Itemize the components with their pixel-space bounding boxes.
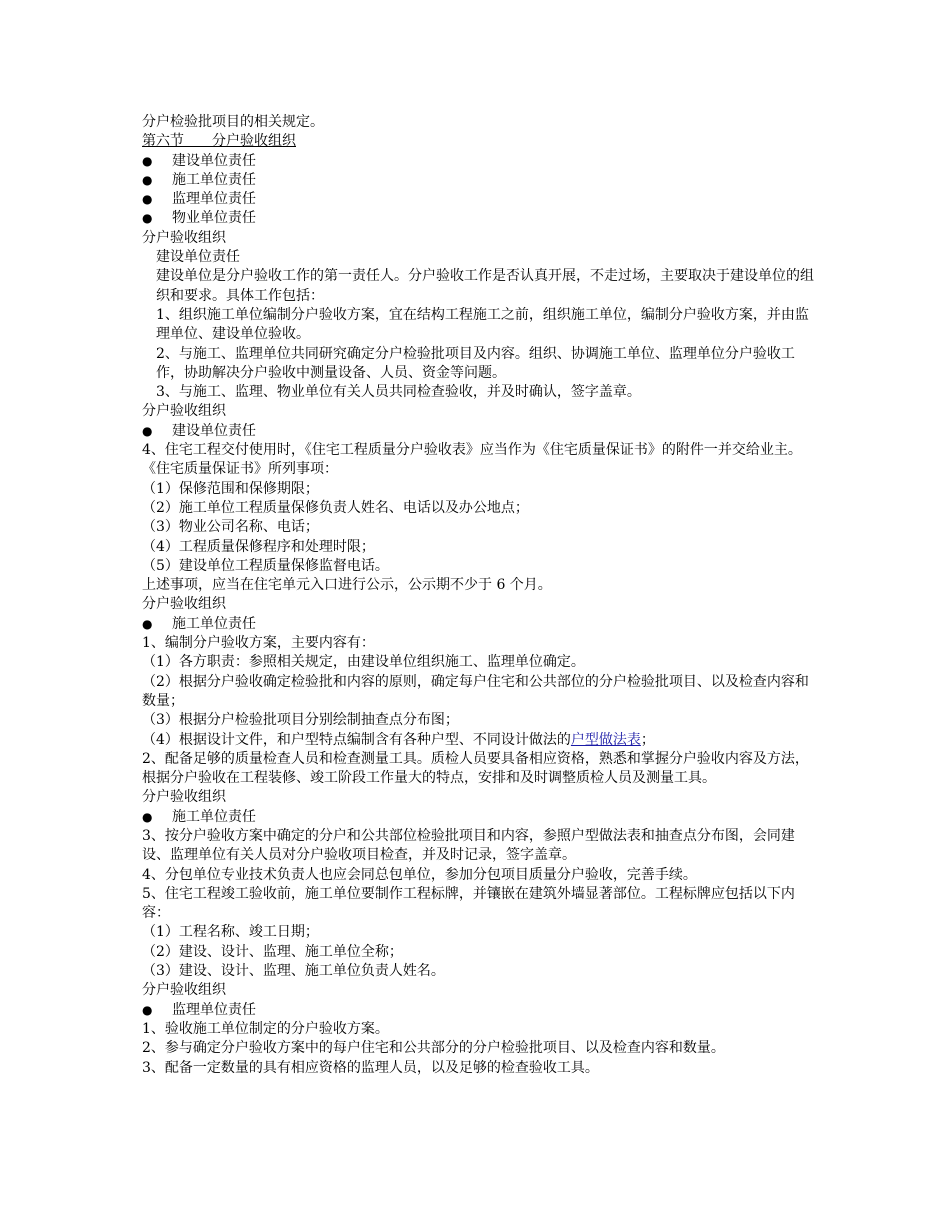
bullet-icon: ●	[142, 192, 153, 207]
bullet-icon: ●	[142, 153, 153, 168]
paragraph: 3、与施工、监理、物业单位有关人员共同检查验收，并及时确认，签字盖章。	[156, 384, 641, 401]
bullet-item: ● 建设单位责任	[142, 422, 814, 441]
floor-plan-link[interactable]: 户型做法表	[570, 731, 641, 748]
slide-title: 分户验收组织	[142, 403, 226, 420]
bullet-item: ● 监理单位责任	[142, 190, 814, 209]
paragraph: 4、住宅工程交付使用时，《住宅工程质量分户验收表》应当作为《住宅质量保证书》的附件一并交给业主。《住宅质量保证书》所列事项：	[142, 442, 802, 478]
list-item: （3）根据分户检验批项目分别绘制抽查点分布图；	[142, 712, 459, 729]
bullet-icon: ●	[142, 211, 153, 226]
slide-title: 分户验收组织	[142, 596, 226, 613]
document-body	[142, 113, 814, 1078]
bullet-icon: ●	[142, 616, 153, 631]
paragraph: 1、验收施工单位制定的分户验收方案。	[142, 1020, 389, 1037]
bullet-item: ● 施工单位责任	[142, 171, 814, 190]
paragraph: 4、分包单位专业技术负责人也应会同总包单位，参加分包项目质量分户验收，完善手续。	[142, 866, 697, 883]
paragraph: 1、编制分户验收方案，主要内容有：	[142, 635, 375, 652]
paragraph: 上述事项，应当在住宅单元入口进行公示，公示期不少于 6 个月。	[142, 577, 552, 594]
list-item: （1）各方职责：参照相关规定，由建设单位组织施工、监理单位确定。	[142, 654, 585, 671]
bullet-item: ● 施工单位责任	[142, 808, 814, 827]
list-item: （4）根据设计文件，和户型特点编制含有各种户型、不同设计做法的户型做法表；	[142, 731, 655, 748]
list-item: （1）保修范围和保修期限；	[142, 480, 319, 497]
bullet-item: ● 物业单位责任	[142, 209, 814, 228]
paragraph: 2、参与确定分户验收方案中的每户住宅和公共部分的分户检验批项目、以及检查内容和数量。	[142, 1040, 725, 1057]
bullet-icon: ●	[142, 423, 153, 438]
slide-title: 分户验收组织	[142, 982, 226, 999]
paragraph: 2、与施工、监理单位共同研究确定分户检验批项目及内容。组织、协调施工单位、监理单位分户验收工作，协助解决分户验收中测量设备、人员、资金等问题。	[156, 345, 795, 381]
list-item: （2）建设、设计、监理、施工单位全称；	[142, 943, 403, 960]
paragraph: 2、配备足够的质量检查人员和检查测量工具。质检人员要具备相应资格，熟悉和掌握分户验收内容及方法，根据分户验收在工程装修、竣工阶段工作量大的特点，安排和及时调整质检人员及测量工具。	[142, 750, 809, 787]
text-line: 分户检验批项目的相关规定。	[142, 114, 324, 130]
paragraph: 5、住宅工程竣工验收前，施工单位要制作工程标牌，并镶嵌在建筑外墙显著部位。工程标牌应包括以下内容：	[142, 885, 795, 922]
paragraph: 1、组织施工单位编制分户验收方案，宜在结构工程施工之前，组织施工单位，编制分户验收方案，并由监理单位、建设单位验收。	[156, 306, 809, 343]
list-item: （3）物业公司名称、电话；	[142, 519, 319, 536]
paragraph: 建设单位是分户验收工作的第一责任人。分户验收工作是否认真开展，不走过场，主要取决于建设单位的组织和要求。具体工作包括：	[156, 268, 814, 304]
bullet-icon: ●	[142, 1002, 153, 1017]
slide-title: 分户验收组织	[142, 789, 226, 806]
slide-title: 分户验收组织	[142, 229, 226, 246]
paragraph: 3、配备一定数量的具有相应资格的监理人员，以及足够的检查验收工具。	[142, 1059, 599, 1076]
paragraph: 3、按分户验收方案中确定的分户和公共部位检验批项目和内容，参照户型做法表和抽查点分布图，会同建设、监理单位有关人员对分户验收项目检查，并及时记录，签字盖章。	[142, 827, 795, 864]
bullet-item: ● 建设单位责任	[142, 152, 814, 171]
list-item: （2）施工单位工程质量保修负责人姓名、电话以及办公地点；	[142, 499, 529, 516]
subheading: 建设单位责任	[156, 249, 240, 266]
list-item: （2）根据分户验收确定检验批和内容的原则，确定每户住宅和公共部位的分户检验批项目、以及检查内容和数量；	[142, 673, 809, 709]
list-item: （5）建设单位工程质量保修监督电话。	[142, 557, 389, 574]
list-item: （3）建设、设计、监理、施工单位负责人姓名。	[142, 963, 445, 980]
bullet-item: ● 监理单位责任	[142, 1001, 814, 1020]
bullet-icon: ●	[142, 809, 153, 824]
bullet-item: ● 施工单位责任	[142, 615, 814, 634]
bullet-icon: ●	[142, 172, 153, 187]
section-heading: 第六节 分户验收组织	[142, 133, 296, 150]
list-item: （4）工程质量保修程序和处理时限；	[142, 538, 375, 555]
list-item: （1）工程名称、竣工日期；	[142, 924, 319, 941]
